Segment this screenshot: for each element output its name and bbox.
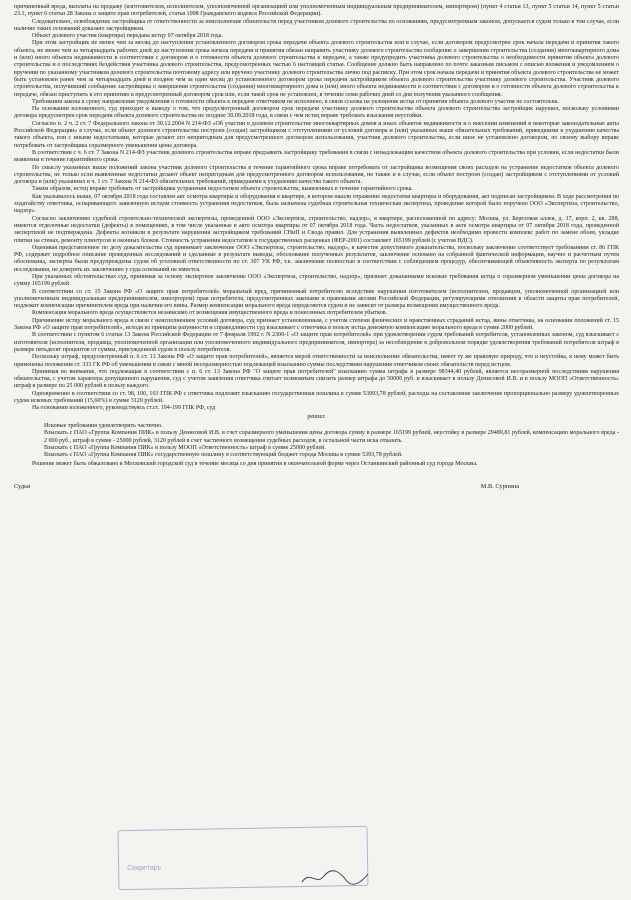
ruling-paragraph: Оценивая представленное по делу доказательства суд принимает заключение ООО «Экспертиза, строительство, надзор», в качестве допустимого доказательства, поскольку заключение соответствует требованиям ст. 86 ГПК РФ, содержит подробное описание проведенных исследований и сделанные в результате выводы, обоснование полученных результатов, заключение основано на собранной фактической информации, научно и расчетным путем обоснованы, эксперты были предупреждены судом об уголовной ответственности по ст. 307 УК РФ, т.к. заключение полностью в соответствии с соблюдением процедур, обеспечивающей объективность эксперта по результатам исследования, не доверять их заключению у суда оснований не имеется. <box>14 244 619 273</box>
ruling-paragraph: Согласно п. 2 ч. 2 ст. 7 Федерального закона от 30.12.2004 N 214-ФЗ «Об участии в долевом строительстве многоквартирных домов и иных объектов недвижимости и о внесении изменений в некоторые законодательные акты Российской Федерации» в случае, если объект долевого строительства построен (создан) застройщиком с отступлениями от условий договора и (или) указанных выше обязательных требований, приведшими к ухудшению качества такого объекта, или с иными недостатками, которые делают его непригодным для предусмотренного договором использования, участник долевого строительства, если иное не установлено договором, по своему выбору вправе потребовать от застройщика соразмерного уменьшения цены договора. <box>14 120 619 149</box>
ruling-body <box>14 4 619 490</box>
resolution-heading: решил: <box>307 413 326 420</box>
ruling-paragraph: При этом застройщик не менее чем за месяц до наступления установленного договором срока передачи объекта долевого строительства или в случае, если договором предусмотрен срок начала передачи и принятия такого объекта, не менее чем за четырнадцать рабочих дней до наступления срока начала передачи и принятия обязан направить участнику долевого строительства сообщение о завершении строительства (создания) многоквартирного дома и (или) иного объекта недвижимости в соответствии с договором и о готовности объекта долевого строительства к передаче, а также предупредить участника долевого строительства о необходимости принятия объекта долевого строительства и о последствиях бездействия участника долевого строительства, предусмотренных частью 6 настоящей статьи. Сообщение должно быть направлено по почте заказным письмом с описью вложения и уведомлением о вручении по указанному участником долевого строительства почтовому адресу или вручено участнику долевого строительства лично под расписку. При этом срок начала передачи и принятия объекта долевого строительства не может быть установлен ранее чем за четырнадцать дней и позднее чем за один месяц до установленного договором срока передачи застройщиком объекта долевого строительства участнику долевого строительства. Участник долевого строительства, получивший сообщение застройщика о завершении строительства (создания) многоквартирного дома и (или) иного объекта недвижимости в соответствии с договором и о готовности объекта долевого строительства к передаче, обязан приступить к его принятию в предусмотренный договором срок или, если такой срок не установлен, в течение семи рабочих дней со дня получения указанного сообщения. <box>14 40 619 98</box>
ruling-paragraph: Таким образом, истец вправе требовать от застройщика устранения недостатков объекта строительства, выявленных в течение гарантийного срока. <box>32 186 413 193</box>
judge-name: М.В. Сурнина <box>480 482 519 490</box>
decision-item: Взыскать с ПАО «Группа Компания ПИК» в пользу Денисовой И.В. в счет соразмерного уменьшения цены договора сумму в размере 165199 рублей, неустойку в размере 29489,81 рублей, компенсацию морального вреда - 2 000 руб., штраф в сумме - 25000 рублей, 3120 рублей в счет частичного возмещения судебных расходов, в остальной части иска отказать. <box>44 430 619 444</box>
ruling-paragraph: Компенсация морального вреда осуществляется независимо от возмещения имущественного вреда и понесенных потребителем убытков. <box>32 310 388 317</box>
ruling-paragraph: Следовательно, освобождение застройщика от ответственности за неисполнение обязательств перед участником долевого строительства по основаниям, предусмотренным законом, допускается судом только в том случае, если наличие таких оснований доказано застройщиком. <box>14 18 619 32</box>
decision-block <box>14 423 619 469</box>
ruling-paragraph: В соответствии с ч. 6 ст. 7 Закона N 214-ФЗ участник долевого строительства вправе предъявить застройщику требования в связи с ненадлежащим качеством объекта долевого строительства при условии, если недостатки были выявлены в течение гарантийного срока. <box>14 149 619 164</box>
decision-item: Взыскать с ПАО «Группа Компания ПИК» в пользу МООП «Ответственность» штраф в сумме 25000 рублей. <box>44 444 326 451</box>
handwritten-signature <box>300 868 370 888</box>
ruling-paragraph: Объект долевого участия (квартира) передана истцу 07 октября 2018 года. <box>32 33 223 40</box>
ruling-paragraph: По смыслу указанных выше положений закона участник долевого строительства в течение гарантийного срока вправе потребовать от застройщика возмещения своих расходов на устранение недостатков объекта долевого строительства, не только если выявленные недостатки делают объект непригодным для предусмотренного договором использования, но также и в случае, если объект построен (создан) застройщиком с отступлениями от условий договора и (или) указанных в ч. 1 ст. 7 Закона N 214-ФЗ обязательных требований, приведшими к ухудшению качества такого объекта. <box>14 164 619 186</box>
ruling-paragraph: причиненный вреда, выплаты на продажу (изготовителем, исполнителем, уполномоченной организацией или уполномоченным индивидуальным предпринимателем, импортером) (пункт 4 статьи 13, пункт 5 статьи 14, пункт 5 статьи 23.1, пункт 6 статьи 28 Закона о защите прав потребителей, статья 1098 Гражданского кодекса Российской Федерации). <box>14 4 619 18</box>
judge-label: Судья <box>14 482 31 490</box>
ruling-paragraph: Как указывалось выше, 07 октября 2018 года составлен акт осмотра квартиры и оборудования в квартире, в котором нашли отражение недостатки квартиры и оборудования, акт подписан застройщиком. В ходе рассмотрения по ходатайству ответчика, оспаривающего заявленную истцом стоимость устранения недостатков, была назначена судебная строительная техническая экспертиза, проведение которой было поручено ООО «Экспертиза, строительство, надзор». <box>14 193 619 215</box>
signature-row <box>14 483 619 490</box>
ruling-paragraph: Одновременно в соответствии со ст. 98, 100, 103 ГПК РФ с ответчика подлежит взысканию государственная пошлина в сумме 53993,78 рублей, расходы на составление заключение пропорционально размеру удовлетворенных судом исковых требований (15,60%) в сумме 3120 рублей. <box>14 390 619 405</box>
ruling-paragraph: На основании изложенного, руководствуясь ст.ст. 194-199 ГПК РФ, суд <box>32 405 216 412</box>
ruling-paragraph: Согласно заключению судебной строительно-технической экспертизы, проведенной ООО «Экспертиза, строительство, надзор», в квартире, расположенной по адресу: Москва, ул. Березовая аллея, д. 17, корп. 2, кв. 288, имеются отделочные недостатки (дефекты) в помещениях, в том числе указанные в акте осмотра квартиры от 07 октября 2018 года. Часть недостатков, указанных в акте осмотра квартиры от 07 октября 2018 года, проведенной экспертизой не подтверждена. Дефекты возникли в результате нарушения застройщиком требований СНиП и Свода правил. Для устранения выявленных дефектов необходимо провести комплекс работ по замене обоев, укладке плитки на стенах, ремонту плинтусов и оконных блоков. Стоимость устранения недостатков в государственных расценках (ФЕР-2001) составляет 165199 рублей (с учетом НДС). <box>14 215 619 244</box>
decision-intro: Исковые требования удовлетворить частично. <box>44 422 163 429</box>
ruling-paragraph: При указанных обстоятельствах суд, принимая за основу экспертное заключение ООО «Экспертиза, строительство, надзор», признает доказанными исковые требования истца о соразмерном уменьшении цены договора на сумму 165199 рублей. <box>14 273 619 288</box>
ruling-paragraph: Поскольку штраф, предусмотренный п. 6 ст. 13 Закона РФ «О защите прав потребителей», является мерой ответственности за неисполнение обязательства, имеет ту же правовую природу, что и неустойка, к нему может быть применены положения ст. 333 ГК РФ об уменьшении в связи с явной несоразмерностью подлежащей взысканию суммы последствиям нарушения ответчиком своих обязательств перед истцом. <box>14 354 619 368</box>
stamp-label: Секретарь <box>127 864 162 873</box>
ruling-paragraph: На основании изложенного, суд приходит к выводу о том, что предусмотренный договором срок передачи участнику долевого строительства объекта долевого строительства застройщик нарушил, поскольку условиями договора предусмотрен срок передачи объекта долевого строительства не позднее 30.09.2018 года, в связи с чем истец вправе требовать взыскания неустойки. <box>14 106 619 120</box>
decision-item: Взыскать с ПАО «Группа Компания ПИК» государственную пошлину в соответствующий бюджет города Москвы в сумме 5393,78 рублей. <box>44 452 403 459</box>
appeal-note: Решение может быть обжаловано в Московский городской суд в течение месяца со дня принятия в окончательной форме через Останкинский районный суд города Москвы. <box>32 461 478 468</box>
ruling-paragraph: В соответствии с пунктом 6 статьи 13 Закона Российской Федерации от 7 февраля 1992 г. N 2300-1 «О защите прав потребителей» при удовлетворении судом требований потребителя, установленных законом, суд взыскивает с изготовителя (исполнителя, продавца, уполномоченной организации или уполномоченного индивидуального предпринимателя, импортера) за несоблюдение в добровольном порядке удовлетворения требований потребителя штраф в размере пятьдесят процентов от суммы, присужденной судом в пользу потребителя. <box>14 332 619 353</box>
ruling-paragraph: Требования закона к сроку направления уведомления о готовности объекта к передаче ответчиком не исполнено, в связи ссылка на уклонение истца от принятия объекта долевого участия не состоятельна. <box>32 98 559 105</box>
decision-items <box>14 430 619 459</box>
ruling-paragraphs <box>14 4 619 413</box>
ruling-paragraph: Принимая во внимание, что подлежащая в соответствии с п. 6 ст. 13 Закона РФ "О защите прав потребителей" взысканию сумма штрафа в размере 98344,40 рублей, является несоразмерной последствиям нарушения обязательства, с учетом характера допущенного нарушения, суд с учетом заявления ответчика считает возможным снизить размер штрафа до 50000 руб. и взыскивает в пользу Денисовой И.В. и в пользу МООП «Ответственность» штраф в размере по 25 000 рублей в пользу каждого. <box>14 368 619 390</box>
ruling-paragraph: В соответствии со ст. 15 Закона РФ «О защите прав потребителей» моральный вред, причиненный потребителю вследствие нарушения изготовителем (исполнителем, продавцом, уполномоченной организацией или уполномоченным индивидуальным предпринимателем, импортером) прав потребителя, предусмотренных законами и правовыми актами Российской Федерации, регулирующими отношения в области защиты прав потребителей, подлежит компенсации причинителем вреда при наличии его вины. Размер компенсации морального вреда определяется судом и не зависит от размера возмещения имущественного вреда. <box>14 288 619 310</box>
ruling-paragraph: Причинение истцу морального вреда в связи с неисполнением условий договора, суд признает установленным, с учетом степени физических и нравственных страданий истца, вины ответчика, на основании положений ст. 15 Закона РФ «О защите прав потребителей», исходя из принципа разумности и справедливости суд взыскивает с ответчика в пользу истца денежную компенсацию морального вреда в сумме 2000 рублей. <box>14 317 619 332</box>
